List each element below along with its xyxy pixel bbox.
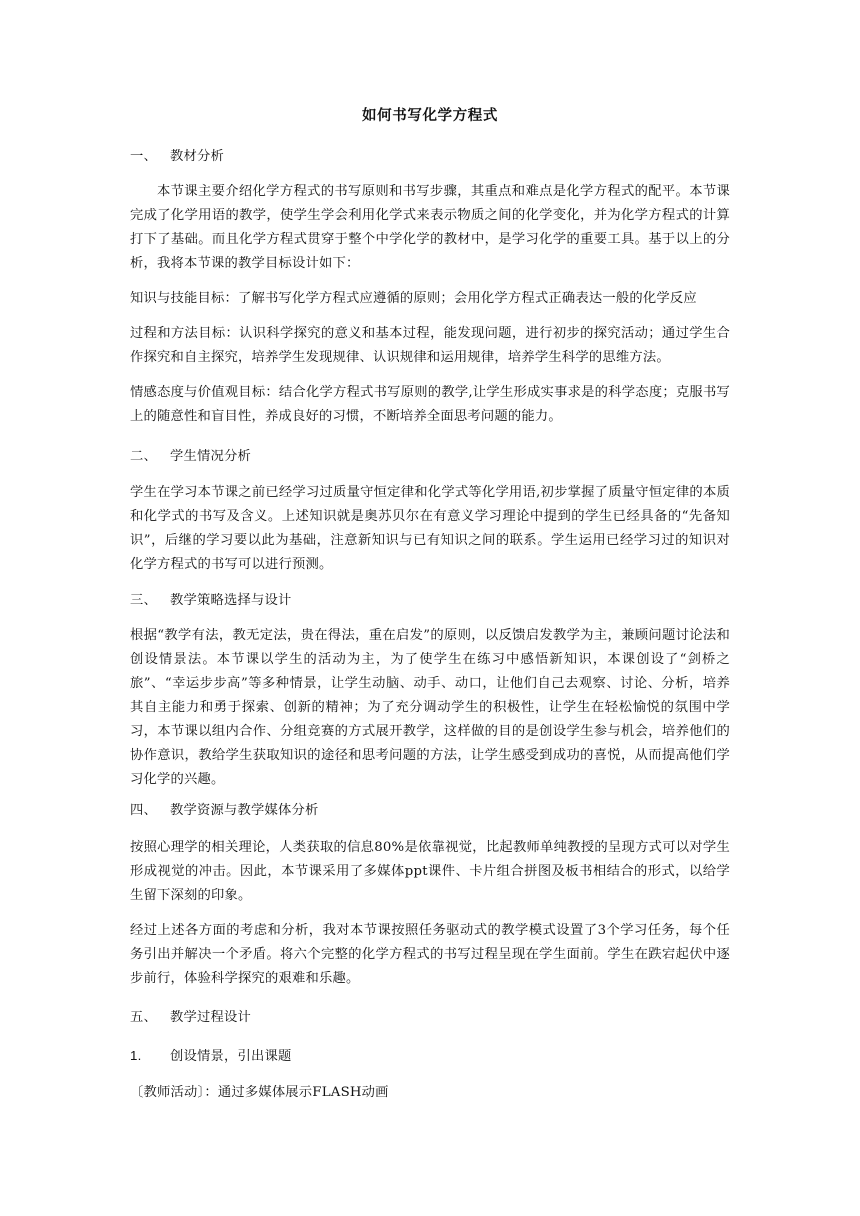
section-heading-1 bbox=[130, 145, 224, 169]
section-title: 教学过程设计 bbox=[170, 1010, 251, 1025]
step-label: 创设情景，引出课题 bbox=[170, 1049, 292, 1064]
paragraph-tasks: 经过上述各方面的考虑和分析，我对本节课按照任务驱动式的教学模式设置了3个学习任务，每个任务引出并解决一个矛盾。将六个完整的化学方程式的书写过程呈现在学生面前。学生在跌宕起伏中逐步前行，体验科学探究的艰难和乐趣。 bbox=[130, 923, 730, 986]
section-number: 四、 bbox=[130, 803, 157, 818]
document-title: 如何书写化学方程式 bbox=[362, 107, 498, 124]
section-number: 三、 bbox=[130, 593, 157, 608]
section-heading-3 bbox=[130, 589, 291, 613]
process-step-1 bbox=[130, 1044, 291, 1069]
section-title: 学生情况分析 bbox=[170, 449, 251, 464]
section-heading-2 bbox=[130, 445, 251, 469]
paragraph-textbook-analysis: 本节课主要介绍化学方程式的书写原则和书写步骤，其重点和难点是化学方程式的配平。本节课完成了化学用语的教学，使学生学会利用化学式来表示物质之间的化学变化，并为化学方程式的计算打下了基础。而且化学方程式贯穿于整个中学化学的教材中，是学习化学的重要工具。基于以上的分析，我将本节课的教学目标设计如下： bbox=[130, 184, 730, 271]
section-number: 二、 bbox=[130, 449, 157, 464]
paragraph-goal-process: 过程和方法目标：认识科学探究的意义和基本过程，能发现问题，进行初步的探究活动；通过学生合作探究和自主探究，培养学生发现规律、认识规律和运用规律，培养学生科学的思维方法。 bbox=[130, 326, 730, 365]
paragraph-goal-knowledge: 知识与技能目标：了解书写化学方程式应遵循的原则；会用化学方程式正确表达一般的化学反应 bbox=[130, 291, 697, 306]
section-number: 一、 bbox=[130, 149, 157, 164]
section-number: 五、 bbox=[130, 1010, 157, 1025]
section-heading-5 bbox=[130, 1006, 251, 1030]
section-heading-4 bbox=[130, 799, 318, 823]
section-title: 教学策略选择与设计 bbox=[170, 593, 292, 608]
paragraph-resources: 按照心理学的相关理论，人类获取的信息80%是依靠视觉，比起教师单纯教授的呈现方式可以对学生形成视觉的冲击。因此，本节课采用了多媒体ppt课件、卡片组合拼图及板书相结合的形式，以给学生留下深刻的印象。 bbox=[130, 840, 730, 903]
section-title: 教材分析 bbox=[170, 149, 224, 164]
section-title: 教学资源与教学媒体分析 bbox=[170, 803, 319, 818]
step-number: 1. bbox=[130, 1048, 142, 1063]
teacher-activity-line: 〔教师活动〕：通过多媒体展示FLASH动画 bbox=[130, 1085, 389, 1100]
paragraph-strategy: 根据“教学有法，教无定法，贵在得法，重在启发”的原则，以反馈启发教学为主，兼顾问题讨论法和创设情景法。本节课以学生的活动为主，为了使学生在练习中感悟新知识，本课创设了“剑桥之旅”、“幸运步步高”等多种情景，让学生动脑、动手、动口，让他们自己去观察、讨论、分析，培养其自主能力和勇于探索、创新的精神；为了充分调动学生的积极性，让学生在轻松愉悦的氛围中学习，本节课以组内合作、分组竞赛的方式展开教学，这样做的目的是创设学生参与机会，培养他们的协作意识，教给学生获取知识的途径和思考问题的方法，让学生感受到成功的喜悦，从而提高他们学习化学的兴趣。 bbox=[130, 628, 730, 787]
paragraph-student-analysis: 学生在学习本节课之前已经学习过质量守恒定律和化学式等化学用语,初步掌握了质量守恒定律的本质和化学式的书写及含义。上述知识就是奥苏贝尔在有意义学习理论中提到的学生已经具备的“先备知识”，后继的学习要以此为基础，注意新知识与已有知识之间的联系。学生运用已经学习过的知识对化学方程式的书写可以进行预测。 bbox=[130, 485, 730, 572]
paragraph-goal-emotion: 情感态度与价值观目标：结合化学方程式书写原则的教学,让学生形成实事求是的科学态度；克服书写上的随意性和盲目性，养成良好的习惯，不断培养全面思考问题的能力。 bbox=[130, 385, 730, 424]
